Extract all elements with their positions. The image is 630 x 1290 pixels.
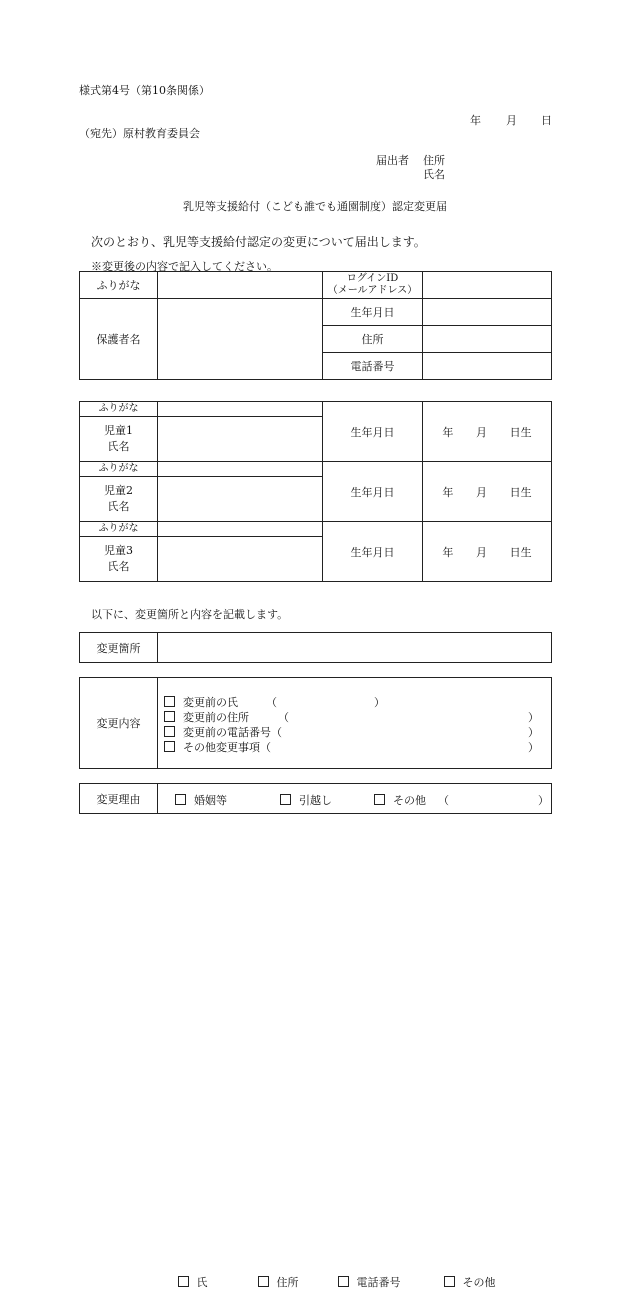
change-content-label: 変更内容 <box>80 678 158 769</box>
guardian-furigana-label: ふりがな <box>80 272 158 299</box>
guardian-birth-field[interactable] <box>423 299 552 326</box>
child1-name-field[interactable] <box>158 417 323 462</box>
child2-birth-month: 月 <box>475 485 487 499</box>
child3-name-label <box>80 537 158 582</box>
guardian-address-field[interactable] <box>423 326 552 353</box>
child3-label: 児童3 <box>104 544 133 557</box>
option-name[interactable] <box>178 1274 208 1290</box>
reason-other-close: ） <box>538 794 549 807</box>
child3-name-text: 氏名 <box>107 560 130 573</box>
child3-birth-day: 日生 <box>509 545 532 559</box>
guardian-phone-field[interactable] <box>423 353 552 380</box>
content-item-2-open: （ <box>278 711 289 724</box>
child3-furigana-field[interactable] <box>158 522 323 537</box>
option-address[interactable] <box>258 1274 299 1290</box>
option-other[interactable] <box>444 1274 496 1290</box>
checkbox-icon <box>164 741 175 752</box>
checkbox-icon <box>338 1276 349 1287</box>
option-phone[interactable] <box>338 1274 401 1290</box>
option-name-label: 氏 <box>196 1275 208 1289</box>
change-location-label: 変更箇所 <box>80 633 158 663</box>
child1-name-text: 氏名 <box>107 440 130 453</box>
child1-furigana-label: ふりがな <box>80 402 158 417</box>
child3-birth-label: 生年月日 <box>323 522 423 582</box>
child2-label: 児童2 <box>104 484 133 497</box>
login-id-label <box>323 272 423 299</box>
children-table <box>79 401 552 582</box>
date-day: 日 <box>541 114 552 127</box>
guardian-table <box>79 271 552 380</box>
form-number: 様式第4号（第10条関係） <box>79 84 210 97</box>
child3-birth-field[interactable] <box>423 522 552 582</box>
applicant-name-label: 氏名 <box>423 168 445 181</box>
child2-name-text: 氏名 <box>107 500 130 513</box>
child3-birth-year: 年 <box>442 545 454 559</box>
guardian-furigana-field[interactable] <box>158 272 323 299</box>
reason-moving-label: 引越し <box>299 794 332 807</box>
intro-text: 次のとおり、乳児等支援給付認定の変更について届出します。 <box>91 235 426 249</box>
child1-birth-month: 月 <box>475 425 487 439</box>
content-item-1[interactable] <box>164 694 238 710</box>
guardian-address-label: 住所 <box>323 326 423 353</box>
change-content-table <box>79 677 552 769</box>
child2-furigana-field[interactable] <box>158 462 323 477</box>
applicant-label: 届出者 <box>376 154 409 167</box>
child1-furigana-field[interactable] <box>158 402 323 417</box>
child2-birth-day: 日生 <box>509 485 532 499</box>
child2-birth-field[interactable] <box>423 462 552 522</box>
content-item-4-close: ） <box>528 741 539 754</box>
login-id-label-line2: （メールアドレス） <box>327 285 418 296</box>
change-reason-label: 変更理由 <box>80 784 158 814</box>
guardian-name-label: 保護者名 <box>80 299 158 380</box>
option-phone-label: 電話番号 <box>356 1275 401 1289</box>
child3-name-field[interactable] <box>158 537 323 582</box>
guardian-name-field[interactable] <box>158 299 323 380</box>
child1-birth-field[interactable] <box>423 402 552 462</box>
reason-moving[interactable] <box>280 792 332 808</box>
child3-birth-month: 月 <box>475 545 487 559</box>
child3-furigana-label: ふりがな <box>80 522 158 537</box>
content-item-2-close: ） <box>528 711 539 724</box>
option-address-label: 住所 <box>276 1275 299 1289</box>
checkbox-icon <box>280 794 291 805</box>
content-item-3[interactable] <box>164 724 282 740</box>
login-id-field[interactable] <box>423 272 552 299</box>
child2-birth-year: 年 <box>442 485 454 499</box>
child1-name-label <box>80 417 158 462</box>
content-item-4-text: その他変更事項（ <box>183 741 271 754</box>
checkbox-icon <box>164 696 175 707</box>
child1-label: 児童1 <box>104 424 133 437</box>
login-id-label-line1: ログインID <box>346 273 399 284</box>
child2-name-label <box>80 477 158 522</box>
child1-birth-label: 生年月日 <box>323 402 423 462</box>
checkbox-icon <box>444 1276 455 1287</box>
reason-marriage[interactable] <box>175 792 227 808</box>
child2-name-field[interactable] <box>158 477 323 522</box>
content-item-4[interactable] <box>164 739 271 755</box>
below-intro-text: 以下に、変更箇所と内容を記載します。 <box>91 608 289 621</box>
option-other-label: その他 <box>462 1275 496 1289</box>
child2-birth-label: 生年月日 <box>323 462 423 522</box>
child1-birth-day: 日生 <box>509 425 532 439</box>
checkbox-icon <box>175 794 186 805</box>
content-item-2[interactable] <box>164 709 249 725</box>
guardian-phone-label: 電話番号 <box>323 353 423 380</box>
checkbox-icon <box>164 711 175 722</box>
reason-other[interactable] <box>374 792 426 808</box>
date-month: 月 <box>506 114 517 127</box>
checkbox-icon <box>374 794 385 805</box>
content-item-1-text: 変更前の氏 <box>183 696 238 709</box>
guardian-birth-label: 生年月日 <box>323 299 423 326</box>
checkbox-icon <box>164 726 175 737</box>
content-item-3-text: 変更前の電話番号（ <box>183 726 282 739</box>
child1-birth-year: 年 <box>442 425 454 439</box>
checkbox-icon <box>178 1276 189 1287</box>
reason-other-label: その他 <box>393 794 426 807</box>
date-year: 年 <box>470 114 481 127</box>
content-item-1-open: （ <box>266 696 277 709</box>
reason-other-open: （ <box>438 794 449 807</box>
reason-marriage-label: 婚姻等 <box>194 794 227 807</box>
document-title: 乳児等支援給付（こども誰でも通園制度）認定変更届 <box>183 200 447 213</box>
content-item-1-close: ） <box>374 696 385 709</box>
content-item-3-close: ） <box>528 726 539 739</box>
checkbox-icon <box>258 1276 269 1287</box>
note-text: ※変更後の内容で記入してください。 <box>91 260 278 273</box>
content-item-2-text: 変更前の住所 <box>183 711 249 724</box>
addressee: （宛先）原村教育委員会 <box>79 127 200 140</box>
applicant-address-label: 住所 <box>423 154 445 167</box>
child2-furigana-label: ふりがな <box>80 462 158 477</box>
